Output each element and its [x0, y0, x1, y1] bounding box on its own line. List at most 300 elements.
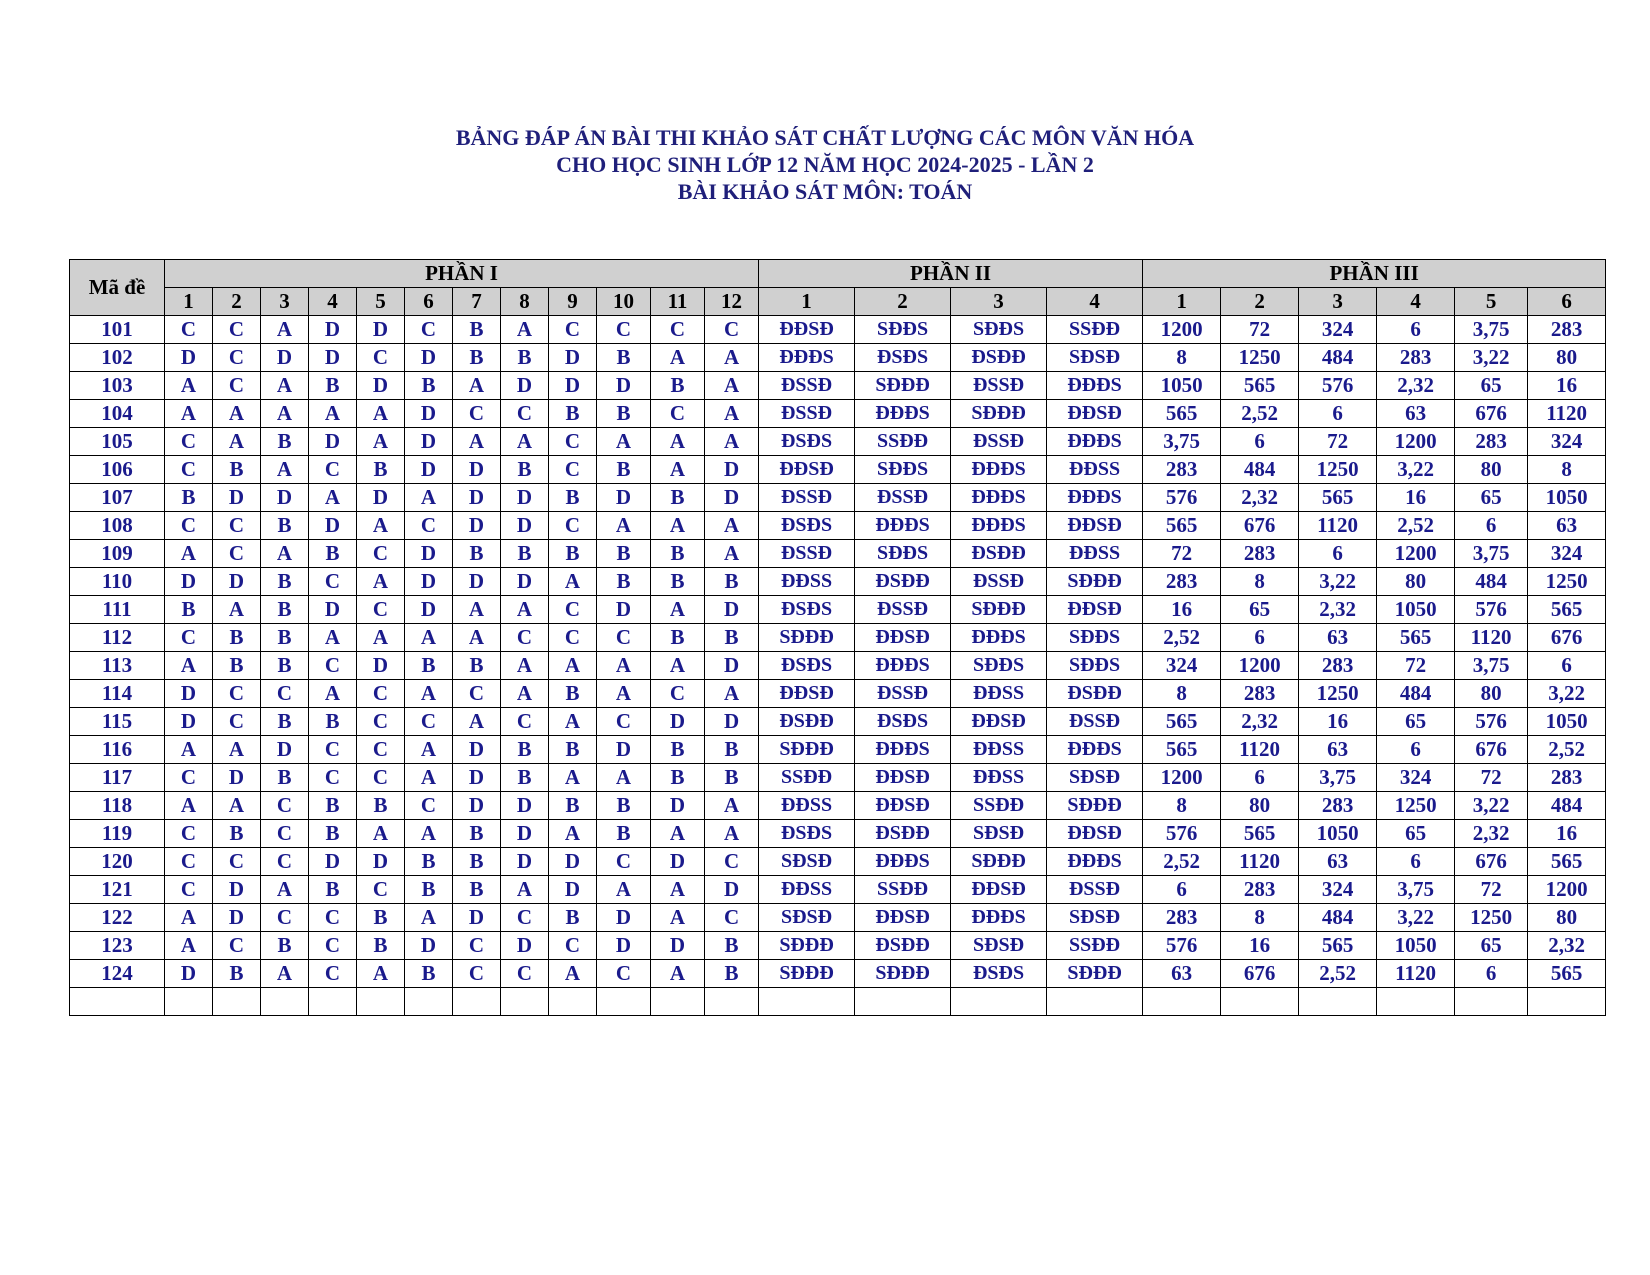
- part2-answer-cell: ĐĐSS: [759, 792, 855, 820]
- part1-answer-cell: B: [453, 848, 501, 876]
- exam-code-cell: 113: [70, 652, 165, 680]
- part1-answer-cell: D: [549, 372, 597, 400]
- part1-answer-cell: A: [597, 428, 651, 456]
- part2-answer-cell: SĐĐS: [1047, 624, 1143, 652]
- part1-answer-cell: A: [549, 820, 597, 848]
- part1-answer-cell: C: [213, 540, 261, 568]
- part2-answer-cell: SĐSĐ: [1047, 344, 1143, 372]
- part1-answer-cell: C: [405, 792, 453, 820]
- part3-answer-cell: 16: [1528, 820, 1606, 848]
- part1-answer-cell: C: [453, 400, 501, 428]
- part2-answer-cell: ĐĐĐS: [951, 484, 1047, 512]
- title-line-3: BÀI KHẢO SÁT MÔN: TOÁN: [677, 179, 973, 204]
- part2-answer-cell: ĐSĐS: [951, 960, 1047, 988]
- part3-answer-cell: 1200: [1143, 316, 1221, 344]
- part1-answer-cell: B: [501, 764, 549, 792]
- part3-answer-cell: 283: [1143, 456, 1221, 484]
- part3-answer-cell: 80: [1455, 456, 1528, 484]
- part3-answer-cell: 565: [1143, 736, 1221, 764]
- exam-code-cell: 121: [70, 876, 165, 904]
- part1-answer-cell: A: [501, 316, 549, 344]
- part1-answer-cell: B: [597, 456, 651, 484]
- empty-cell: [70, 988, 165, 1016]
- part1-answer-cell: C: [165, 624, 213, 652]
- part3-answer-cell: 8: [1221, 568, 1299, 596]
- part3-answer-cell: 565: [1528, 848, 1606, 876]
- part2-answer-cell: ĐĐSS: [951, 736, 1047, 764]
- exam-code-cell: 118: [70, 792, 165, 820]
- part1-answer-cell: D: [453, 456, 501, 484]
- part3-answer-cell: 65: [1455, 372, 1528, 400]
- part1-answer-cell: C: [549, 596, 597, 624]
- empty-row: [70, 988, 1606, 1016]
- part2-answer-cell: SĐĐĐ: [759, 960, 855, 988]
- table-row: [70, 708, 1606, 736]
- part1-question-6: 6: [405, 288, 453, 316]
- empty-cell: [597, 988, 651, 1016]
- part1-answer-cell: A: [213, 400, 261, 428]
- part1-answer-cell: C: [165, 820, 213, 848]
- answer-rows: [70, 316, 1606, 1016]
- part2-answer-cell: SSĐĐ: [1047, 932, 1143, 960]
- part2-answer-cell: ĐSSĐ: [951, 372, 1047, 400]
- part1-answer-cell: D: [597, 372, 651, 400]
- part3-answer-cell: 1050: [1143, 372, 1221, 400]
- part3-answer-cell: 3,22: [1299, 568, 1377, 596]
- part1-question-2: 2: [213, 288, 261, 316]
- part3-answer-cell: 8: [1143, 344, 1221, 372]
- part1-answer-cell: C: [213, 848, 261, 876]
- part2-answer-cell: ĐĐSĐ: [1047, 596, 1143, 624]
- part1-answer-cell: D: [501, 820, 549, 848]
- part3-answer-cell: 16: [1377, 484, 1455, 512]
- table-row: [70, 904, 1606, 932]
- part3-answer-cell: 1120: [1377, 960, 1455, 988]
- part1-answer-cell: C: [501, 624, 549, 652]
- table-row: [70, 372, 1606, 400]
- part1-answer-cell: C: [705, 316, 759, 344]
- part1-answer-cell: C: [213, 372, 261, 400]
- part3-answer-cell: 2,32: [1455, 820, 1528, 848]
- part1-answer-cell: B: [549, 792, 597, 820]
- part3-answer-cell: 576: [1299, 372, 1377, 400]
- part1-answer-cell: D: [165, 680, 213, 708]
- part1-answer-cell: D: [405, 540, 453, 568]
- part1-answer-cell: C: [165, 512, 213, 540]
- part1-answer-cell: D: [213, 568, 261, 596]
- part3-answer-cell: 1250: [1455, 904, 1528, 932]
- part1-answer-cell: B: [405, 652, 453, 680]
- part1-answer-cell: A: [405, 484, 453, 512]
- part1-answer-cell: C: [357, 876, 405, 904]
- part3-answer-cell: 80: [1377, 568, 1455, 596]
- part1-answer-cell: D: [453, 736, 501, 764]
- part1-answer-cell: D: [405, 400, 453, 428]
- part3-answer-cell: 8: [1528, 456, 1606, 484]
- part2-answer-cell: ĐĐĐS: [951, 624, 1047, 652]
- part2-answer-cell: ĐĐSĐ: [855, 764, 951, 792]
- part3-answer-cell: 324: [1299, 876, 1377, 904]
- part3-answer-cell: 1250: [1221, 344, 1299, 372]
- part3-answer-cell: 6: [1455, 960, 1528, 988]
- part1-answer-cell: C: [309, 764, 357, 792]
- exam-code-cell: 112: [70, 624, 165, 652]
- part1-answer-cell: A: [705, 428, 759, 456]
- part1-answer-cell: D: [405, 428, 453, 456]
- part3-answer-cell: 324: [1377, 764, 1455, 792]
- part1-answer-cell: B: [549, 400, 597, 428]
- part1-question-8: 8: [501, 288, 549, 316]
- part3-answer-cell: 324: [1528, 540, 1606, 568]
- part2-answer-cell: SĐĐS: [855, 540, 951, 568]
- part3-answer-cell: 565: [1143, 708, 1221, 736]
- empty-cell: [1528, 988, 1606, 1016]
- part1-answer-cell: D: [705, 876, 759, 904]
- part3-answer-cell: 72: [1377, 652, 1455, 680]
- part3-answer-cell: 63: [1299, 848, 1377, 876]
- part1-answer-cell: C: [453, 960, 501, 988]
- part1-answer-cell: D: [549, 344, 597, 372]
- part1-answer-cell: A: [501, 652, 549, 680]
- part1-answer-cell: D: [261, 736, 309, 764]
- part1-answer-cell: A: [309, 680, 357, 708]
- part1-answer-cell: A: [405, 764, 453, 792]
- part3-answer-cell: 6: [1221, 428, 1299, 456]
- part1-answer-cell: C: [357, 736, 405, 764]
- part1-answer-cell: C: [501, 960, 549, 988]
- part2-answer-cell: ĐĐSĐ: [759, 680, 855, 708]
- exam-code-cell: 104: [70, 400, 165, 428]
- part2-answer-cell: SĐSĐ: [951, 820, 1047, 848]
- part1-answer-cell: A: [309, 400, 357, 428]
- part2-answer-cell: SĐĐĐ: [1047, 568, 1143, 596]
- part2-question-1: 1: [759, 288, 855, 316]
- part2-answer-cell: SĐĐĐ: [759, 624, 855, 652]
- part1-answer-cell: C: [357, 708, 405, 736]
- part1-answer-cell: C: [597, 960, 651, 988]
- document-title: [0, 124, 1650, 205]
- exam-code-cell: 124: [70, 960, 165, 988]
- empty-cell: [1377, 988, 1455, 1016]
- part1-answer-cell: B: [309, 792, 357, 820]
- part2-answer-cell: ĐĐSS: [759, 568, 855, 596]
- empty-cell: [261, 988, 309, 1016]
- part1-answer-cell: A: [165, 932, 213, 960]
- part2-question-3: 3: [951, 288, 1047, 316]
- empty-cell: [855, 988, 951, 1016]
- part1-answer-cell: D: [213, 876, 261, 904]
- part3-answer-cell: 565: [1299, 932, 1377, 960]
- part1-answer-cell: D: [651, 932, 705, 960]
- part2-answer-cell: ĐĐĐS: [1047, 372, 1143, 400]
- part1-answer-cell: C: [357, 344, 405, 372]
- part2-answer-cell: ĐĐĐS: [1047, 484, 1143, 512]
- part3-answer-cell: 283: [1143, 904, 1221, 932]
- part1-answer-cell: A: [597, 764, 651, 792]
- part1-answer-cell: C: [261, 904, 309, 932]
- part1-answer-cell: D: [597, 484, 651, 512]
- part1-answer-cell: B: [597, 400, 651, 428]
- part1-answer-cell: A: [453, 596, 501, 624]
- table-row: [70, 624, 1606, 652]
- part1-answer-cell: C: [405, 316, 453, 344]
- part2-answer-cell: ĐĐSĐ: [1047, 400, 1143, 428]
- part3-answer-cell: 6: [1377, 316, 1455, 344]
- part2-answer-cell: ĐSSĐ: [855, 596, 951, 624]
- part1-answer-cell: A: [165, 792, 213, 820]
- table-row: [70, 764, 1606, 792]
- table-row: [70, 344, 1606, 372]
- part1-answer-cell: A: [453, 708, 501, 736]
- empty-cell: [1299, 988, 1377, 1016]
- part1-answer-cell: A: [651, 596, 705, 624]
- part2-answer-cell: SĐĐĐ: [1047, 792, 1143, 820]
- part1-answer-cell: B: [651, 540, 705, 568]
- part1-answer-cell: D: [165, 568, 213, 596]
- empty-cell: [1455, 988, 1528, 1016]
- part1-answer-cell: C: [597, 848, 651, 876]
- part2-answer-cell: ĐĐĐS: [855, 652, 951, 680]
- part2-answer-cell: SĐĐĐ: [951, 400, 1047, 428]
- part2-answer-cell: ĐĐSĐ: [855, 792, 951, 820]
- part3-answer-cell: 484: [1455, 568, 1528, 596]
- part1-answer-cell: D: [213, 904, 261, 932]
- part3-answer-cell: 1120: [1221, 848, 1299, 876]
- exam-code-cell: 117: [70, 764, 165, 792]
- part1-answer-cell: B: [213, 456, 261, 484]
- part3-answer-cell: 2,32: [1221, 484, 1299, 512]
- part1-answer-cell: D: [309, 344, 357, 372]
- part1-answer-cell: C: [165, 876, 213, 904]
- part2-answer-cell: ĐSSĐ: [759, 400, 855, 428]
- part2-answer-cell: ĐĐSĐ: [759, 456, 855, 484]
- part1-answer-cell: C: [213, 512, 261, 540]
- part3-answer-cell: 283: [1377, 344, 1455, 372]
- part3-answer-cell: 565: [1221, 820, 1299, 848]
- empty-cell: [759, 988, 855, 1016]
- part2-answer-cell: ĐĐĐS: [1047, 736, 1143, 764]
- part2-answer-cell: ĐSSĐ: [1047, 876, 1143, 904]
- part3-answer-cell: 65: [1455, 484, 1528, 512]
- part2-answer-cell: ĐĐSĐ: [855, 904, 951, 932]
- part1-answer-cell: D: [501, 484, 549, 512]
- part1-question-1: 1: [165, 288, 213, 316]
- part1-answer-cell: A: [549, 960, 597, 988]
- part3-answer-cell: 63: [1299, 624, 1377, 652]
- part2-answer-cell: SĐSĐ: [759, 904, 855, 932]
- empty-cell: [1143, 988, 1221, 1016]
- part1-answer-cell: B: [549, 484, 597, 512]
- part3-answer-cell: 484: [1528, 792, 1606, 820]
- part1-answer-cell: A: [213, 736, 261, 764]
- part3-answer-cell: 6: [1299, 400, 1377, 428]
- part1-answer-cell: D: [405, 932, 453, 960]
- part3-question-4: 4: [1377, 288, 1455, 316]
- part1-header: PHẦN I: [165, 260, 759, 288]
- part1-answer-cell: D: [453, 484, 501, 512]
- part3-answer-cell: 63: [1299, 736, 1377, 764]
- part1-question-9: 9: [549, 288, 597, 316]
- part1-answer-cell: D: [501, 512, 549, 540]
- part1-answer-cell: D: [597, 596, 651, 624]
- part1-answer-cell: B: [453, 876, 501, 904]
- part2-answer-cell: SĐĐĐ: [951, 848, 1047, 876]
- part1-answer-cell: A: [597, 512, 651, 540]
- part1-answer-cell: D: [453, 792, 501, 820]
- part1-answer-cell: B: [501, 540, 549, 568]
- table-row: [70, 512, 1606, 540]
- part1-answer-cell: A: [453, 372, 501, 400]
- part1-answer-cell: B: [261, 512, 309, 540]
- part3-answer-cell: 6: [1528, 652, 1606, 680]
- part1-answer-cell: A: [165, 904, 213, 932]
- exam-code-cell: 114: [70, 680, 165, 708]
- part1-answer-cell: A: [405, 680, 453, 708]
- part1-answer-cell: D: [705, 652, 759, 680]
- part3-answer-cell: 1120: [1528, 400, 1606, 428]
- part1-answer-cell: C: [213, 708, 261, 736]
- part1-answer-cell: D: [705, 484, 759, 512]
- part1-question-10: 10: [597, 288, 651, 316]
- part1-answer-cell: D: [261, 484, 309, 512]
- part1-answer-cell: A: [705, 372, 759, 400]
- part3-answer-cell: 72: [1455, 764, 1528, 792]
- part1-answer-cell: D: [453, 568, 501, 596]
- part1-answer-cell: B: [549, 904, 597, 932]
- part1-answer-cell: B: [357, 456, 405, 484]
- part2-answer-cell: SĐĐS: [951, 316, 1047, 344]
- part1-answer-cell: A: [705, 680, 759, 708]
- part1-answer-cell: D: [357, 652, 405, 680]
- part2-answer-cell: ĐSĐS: [759, 428, 855, 456]
- part1-answer-cell: A: [261, 876, 309, 904]
- part1-answer-cell: B: [261, 708, 309, 736]
- part3-answer-cell: 1050: [1299, 820, 1377, 848]
- part1-answer-cell: B: [597, 540, 651, 568]
- part1-answer-cell: A: [213, 792, 261, 820]
- part1-answer-cell: C: [261, 792, 309, 820]
- part3-answer-cell: 2,32: [1377, 372, 1455, 400]
- part1-answer-cell: A: [357, 960, 405, 988]
- part3-answer-cell: 1120: [1455, 624, 1528, 652]
- part1-answer-cell: A: [357, 400, 405, 428]
- empty-cell: [357, 988, 405, 1016]
- part1-answer-cell: A: [501, 680, 549, 708]
- part3-answer-cell: 3,75: [1377, 876, 1455, 904]
- table-row: [70, 820, 1606, 848]
- part1-answer-cell: B: [261, 596, 309, 624]
- part1-question-11: 11: [651, 288, 705, 316]
- part3-question-5: 5: [1455, 288, 1528, 316]
- part3-answer-cell: 80: [1528, 904, 1606, 932]
- part3-answer-cell: 283: [1455, 428, 1528, 456]
- part1-answer-cell: A: [651, 428, 705, 456]
- part1-answer-cell: B: [705, 736, 759, 764]
- part1-answer-cell: C: [597, 316, 651, 344]
- part3-answer-cell: 1250: [1528, 568, 1606, 596]
- part1-answer-cell: B: [501, 456, 549, 484]
- part1-answer-cell: A: [405, 820, 453, 848]
- part3-answer-cell: 16: [1143, 596, 1221, 624]
- part1-answer-cell: B: [453, 652, 501, 680]
- part1-answer-cell: D: [165, 344, 213, 372]
- part3-question-2: 2: [1221, 288, 1299, 316]
- part1-answer-cell: B: [213, 960, 261, 988]
- part1-answer-cell: C: [549, 428, 597, 456]
- part1-answer-cell: C: [549, 456, 597, 484]
- part3-header: PHẦN III: [1143, 260, 1606, 288]
- part2-answer-cell: ĐSSĐ: [951, 568, 1047, 596]
- exam-code-cell: 123: [70, 932, 165, 960]
- part1-answer-cell: A: [165, 372, 213, 400]
- part3-answer-cell: 72: [1299, 428, 1377, 456]
- part1-answer-cell: C: [597, 624, 651, 652]
- part3-answer-cell: 3,75: [1143, 428, 1221, 456]
- part3-answer-cell: 1050: [1377, 932, 1455, 960]
- part1-answer-cell: A: [357, 428, 405, 456]
- part1-answer-cell: A: [651, 904, 705, 932]
- part1-answer-cell: B: [405, 876, 453, 904]
- part1-answer-cell: B: [453, 820, 501, 848]
- part3-answer-cell: 484: [1299, 904, 1377, 932]
- part3-answer-cell: 3,22: [1528, 680, 1606, 708]
- part1-answer-cell: B: [261, 624, 309, 652]
- part1-question-3: 3: [261, 288, 309, 316]
- part3-answer-cell: 8: [1143, 792, 1221, 820]
- part1-answer-cell: B: [705, 568, 759, 596]
- part2-answer-cell: ĐĐSĐ: [855, 624, 951, 652]
- part3-answer-cell: 283: [1528, 764, 1606, 792]
- part1-answer-cell: D: [501, 848, 549, 876]
- part1-answer-cell: D: [357, 484, 405, 512]
- part3-answer-cell: 1120: [1299, 512, 1377, 540]
- part1-answer-cell: B: [651, 764, 705, 792]
- part1-answer-cell: B: [705, 624, 759, 652]
- part1-answer-cell: B: [597, 344, 651, 372]
- table-row: [70, 484, 1606, 512]
- part2-answer-cell: ĐĐĐS: [855, 736, 951, 764]
- part3-answer-cell: 283: [1221, 876, 1299, 904]
- part1-answer-cell: A: [453, 624, 501, 652]
- exam-code-cell: 107: [70, 484, 165, 512]
- part1-answer-cell: B: [597, 820, 651, 848]
- part1-answer-cell: A: [165, 540, 213, 568]
- part2-answer-cell: SSĐĐ: [759, 764, 855, 792]
- part1-answer-cell: D: [453, 512, 501, 540]
- part3-answer-cell: 565: [1299, 484, 1377, 512]
- part2-answer-cell: ĐSĐĐ: [951, 540, 1047, 568]
- header-row-questions: [70, 288, 1606, 316]
- part3-answer-cell: 6: [1377, 848, 1455, 876]
- part2-answer-cell: ĐĐSĐ: [1047, 512, 1143, 540]
- title-line-2: CHO HỌC SINH LỚP 12 NĂM HỌC 2024-2025 - LẦN 2: [556, 152, 1094, 177]
- part1-answer-cell: C: [213, 932, 261, 960]
- part3-answer-cell: 565: [1528, 596, 1606, 624]
- part1-answer-cell: A: [357, 568, 405, 596]
- part2-answer-cell: ĐSĐS: [759, 512, 855, 540]
- part3-answer-cell: 565: [1528, 960, 1606, 988]
- part1-answer-cell: A: [405, 624, 453, 652]
- part1-answer-cell: B: [261, 932, 309, 960]
- part1-answer-cell: A: [651, 652, 705, 680]
- table-row: [70, 316, 1606, 344]
- part3-answer-cell: 2,52: [1143, 848, 1221, 876]
- part3-answer-cell: 80: [1455, 680, 1528, 708]
- part1-answer-cell: B: [549, 736, 597, 764]
- part3-answer-cell: 2,52: [1221, 400, 1299, 428]
- part1-answer-cell: C: [309, 960, 357, 988]
- part1-answer-cell: A: [165, 400, 213, 428]
